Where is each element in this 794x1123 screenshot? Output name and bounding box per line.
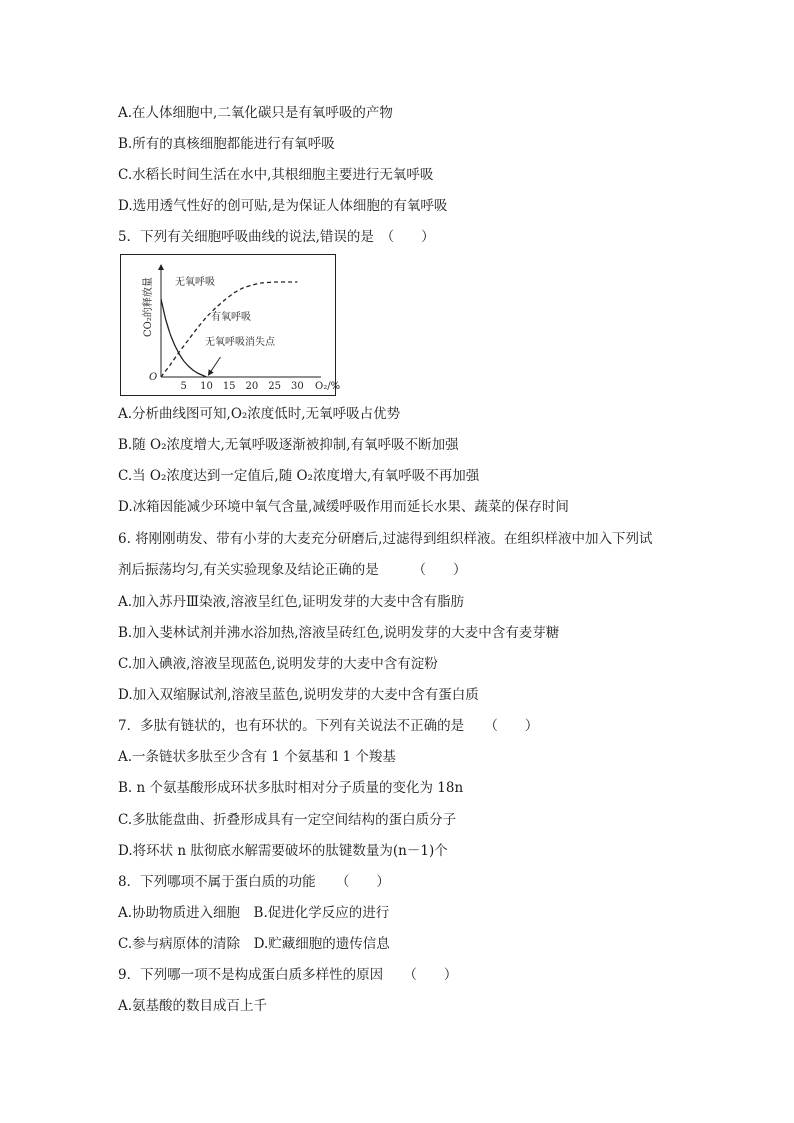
q5-stem: 5．下列有关细胞呼吸曲线的说法,错误的是 （ ） bbox=[118, 229, 435, 245]
q7-stem: 7．多肽有链状的，也有环状的。下列有关说法不正确的是 （ ） bbox=[118, 718, 539, 734]
origin-label: O bbox=[149, 372, 158, 383]
q6-stem-line2: 剂后振荡均匀,有关实验现象及结论正确的是 （ ） bbox=[118, 562, 467, 578]
q4-option-d: D.选用透气性好的创可贴,是为保证人体细胞的有氧呼吸 bbox=[118, 198, 448, 214]
q6-option-d: D.加入双缩脲试剂,溶液呈蓝色,说明发芽的大麦中含有蛋白质 bbox=[118, 687, 479, 703]
q7-option-a: A.一条链状多肽至少含有 1 个氨基和 1 个羧基 bbox=[118, 749, 396, 765]
q6-option-a: A.加入苏丹Ⅲ染液,溶液呈红色,证明发芽的大麦中含有脂肪 bbox=[118, 594, 465, 610]
q5-option-b: B.随 O₂浓度增大,无氧呼吸逐渐被抑制,有氧呼吸不断加强 bbox=[118, 437, 459, 453]
q5-option-a: A.分析曲线图可知,O₂浓度低时,无氧呼吸占优势 bbox=[118, 406, 401, 422]
x-tick-label: 10 bbox=[200, 381, 213, 392]
q9-option-a: A.氨基酸的数目成百上千 bbox=[118, 998, 268, 1014]
q4-option-c: C.水稻长时间生活在水中,其根细胞主要进行无氧呼吸 bbox=[118, 167, 434, 183]
x-tick-label: 5 bbox=[180, 381, 187, 392]
q9-stem: 9．下列哪一项不是构成蛋白质多样性的原因 （ ） bbox=[118, 967, 458, 983]
q4-option-b: B.所有的真核细胞都能进行有氧呼吸 bbox=[118, 136, 335, 152]
q8-stem: 8．下列哪项不属于蛋白质的功能 （ ） bbox=[118, 874, 390, 890]
respiration-chart bbox=[120, 254, 341, 396]
q7-option-b: B. n 个氨基酸形成环状多肽时相对分子质量的变化为 18n bbox=[118, 780, 464, 796]
q7-option-d: D.将环状 n 肽彻底水解需要破坏的肽键数量为(n－1)个 bbox=[118, 843, 448, 859]
q8-options-row1: A.协助物质进入细胞 B.促进化学反应的进行 bbox=[118, 905, 390, 921]
vanish-point-label: 无氧呼吸消失点 bbox=[205, 337, 275, 348]
y-axis-label: CO₂的释放量 bbox=[143, 277, 154, 337]
x-tick-label: 25 bbox=[268, 381, 282, 392]
q6-option-c: C.加入碘液,溶液呈现蓝色,说明发芽的大麦中含有淀粉 bbox=[118, 656, 438, 672]
x-tick-label: 30 bbox=[290, 381, 304, 392]
anaerobic-curve bbox=[161, 299, 206, 377]
vanish-point-arrow bbox=[208, 357, 220, 375]
x-axis-label: O₂/% bbox=[315, 381, 341, 392]
x-tick-label: 15 bbox=[222, 381, 236, 392]
aerobic-curve bbox=[161, 282, 297, 377]
aerobic-label: 有氧呼吸 bbox=[211, 312, 251, 323]
respiration-chart-svg bbox=[121, 255, 341, 395]
q5-option-d: D.冰箱因能减少环境中氧气含量,减缓呼吸作用而延长水果、蔬菜的保存时间 bbox=[118, 499, 569, 515]
anaerobic-label: 无氧呼吸 bbox=[175, 277, 215, 288]
q4-option-a: A.在人体细胞中,二氧化碳只是有氧呼吸的产物 bbox=[118, 105, 393, 121]
q8-options-row2: C.参与病原体的清除 D.贮藏细胞的遗传信息 bbox=[118, 936, 390, 952]
q7-option-c: C.多肽能盘曲、折叠形成具有一定空间结构的蛋白质分子 bbox=[118, 812, 457, 828]
q5-option-c: C.当 O₂浓度达到一定值后,随 O₂浓度增大,有氧呼吸不再加强 bbox=[118, 468, 480, 484]
q6-stem-line1: 6. 将刚刚萌发、带有小芽的大麦充分研磨后,过滤得到组织样液。在组织样液中加入下列试 bbox=[118, 531, 653, 547]
q6-option-b: B.加入斐林试剂并沸水浴加热,溶液呈砖红色,说明发芽的大麦中含有麦芽糖 bbox=[118, 625, 560, 641]
x-tick-label: 20 bbox=[245, 381, 259, 392]
